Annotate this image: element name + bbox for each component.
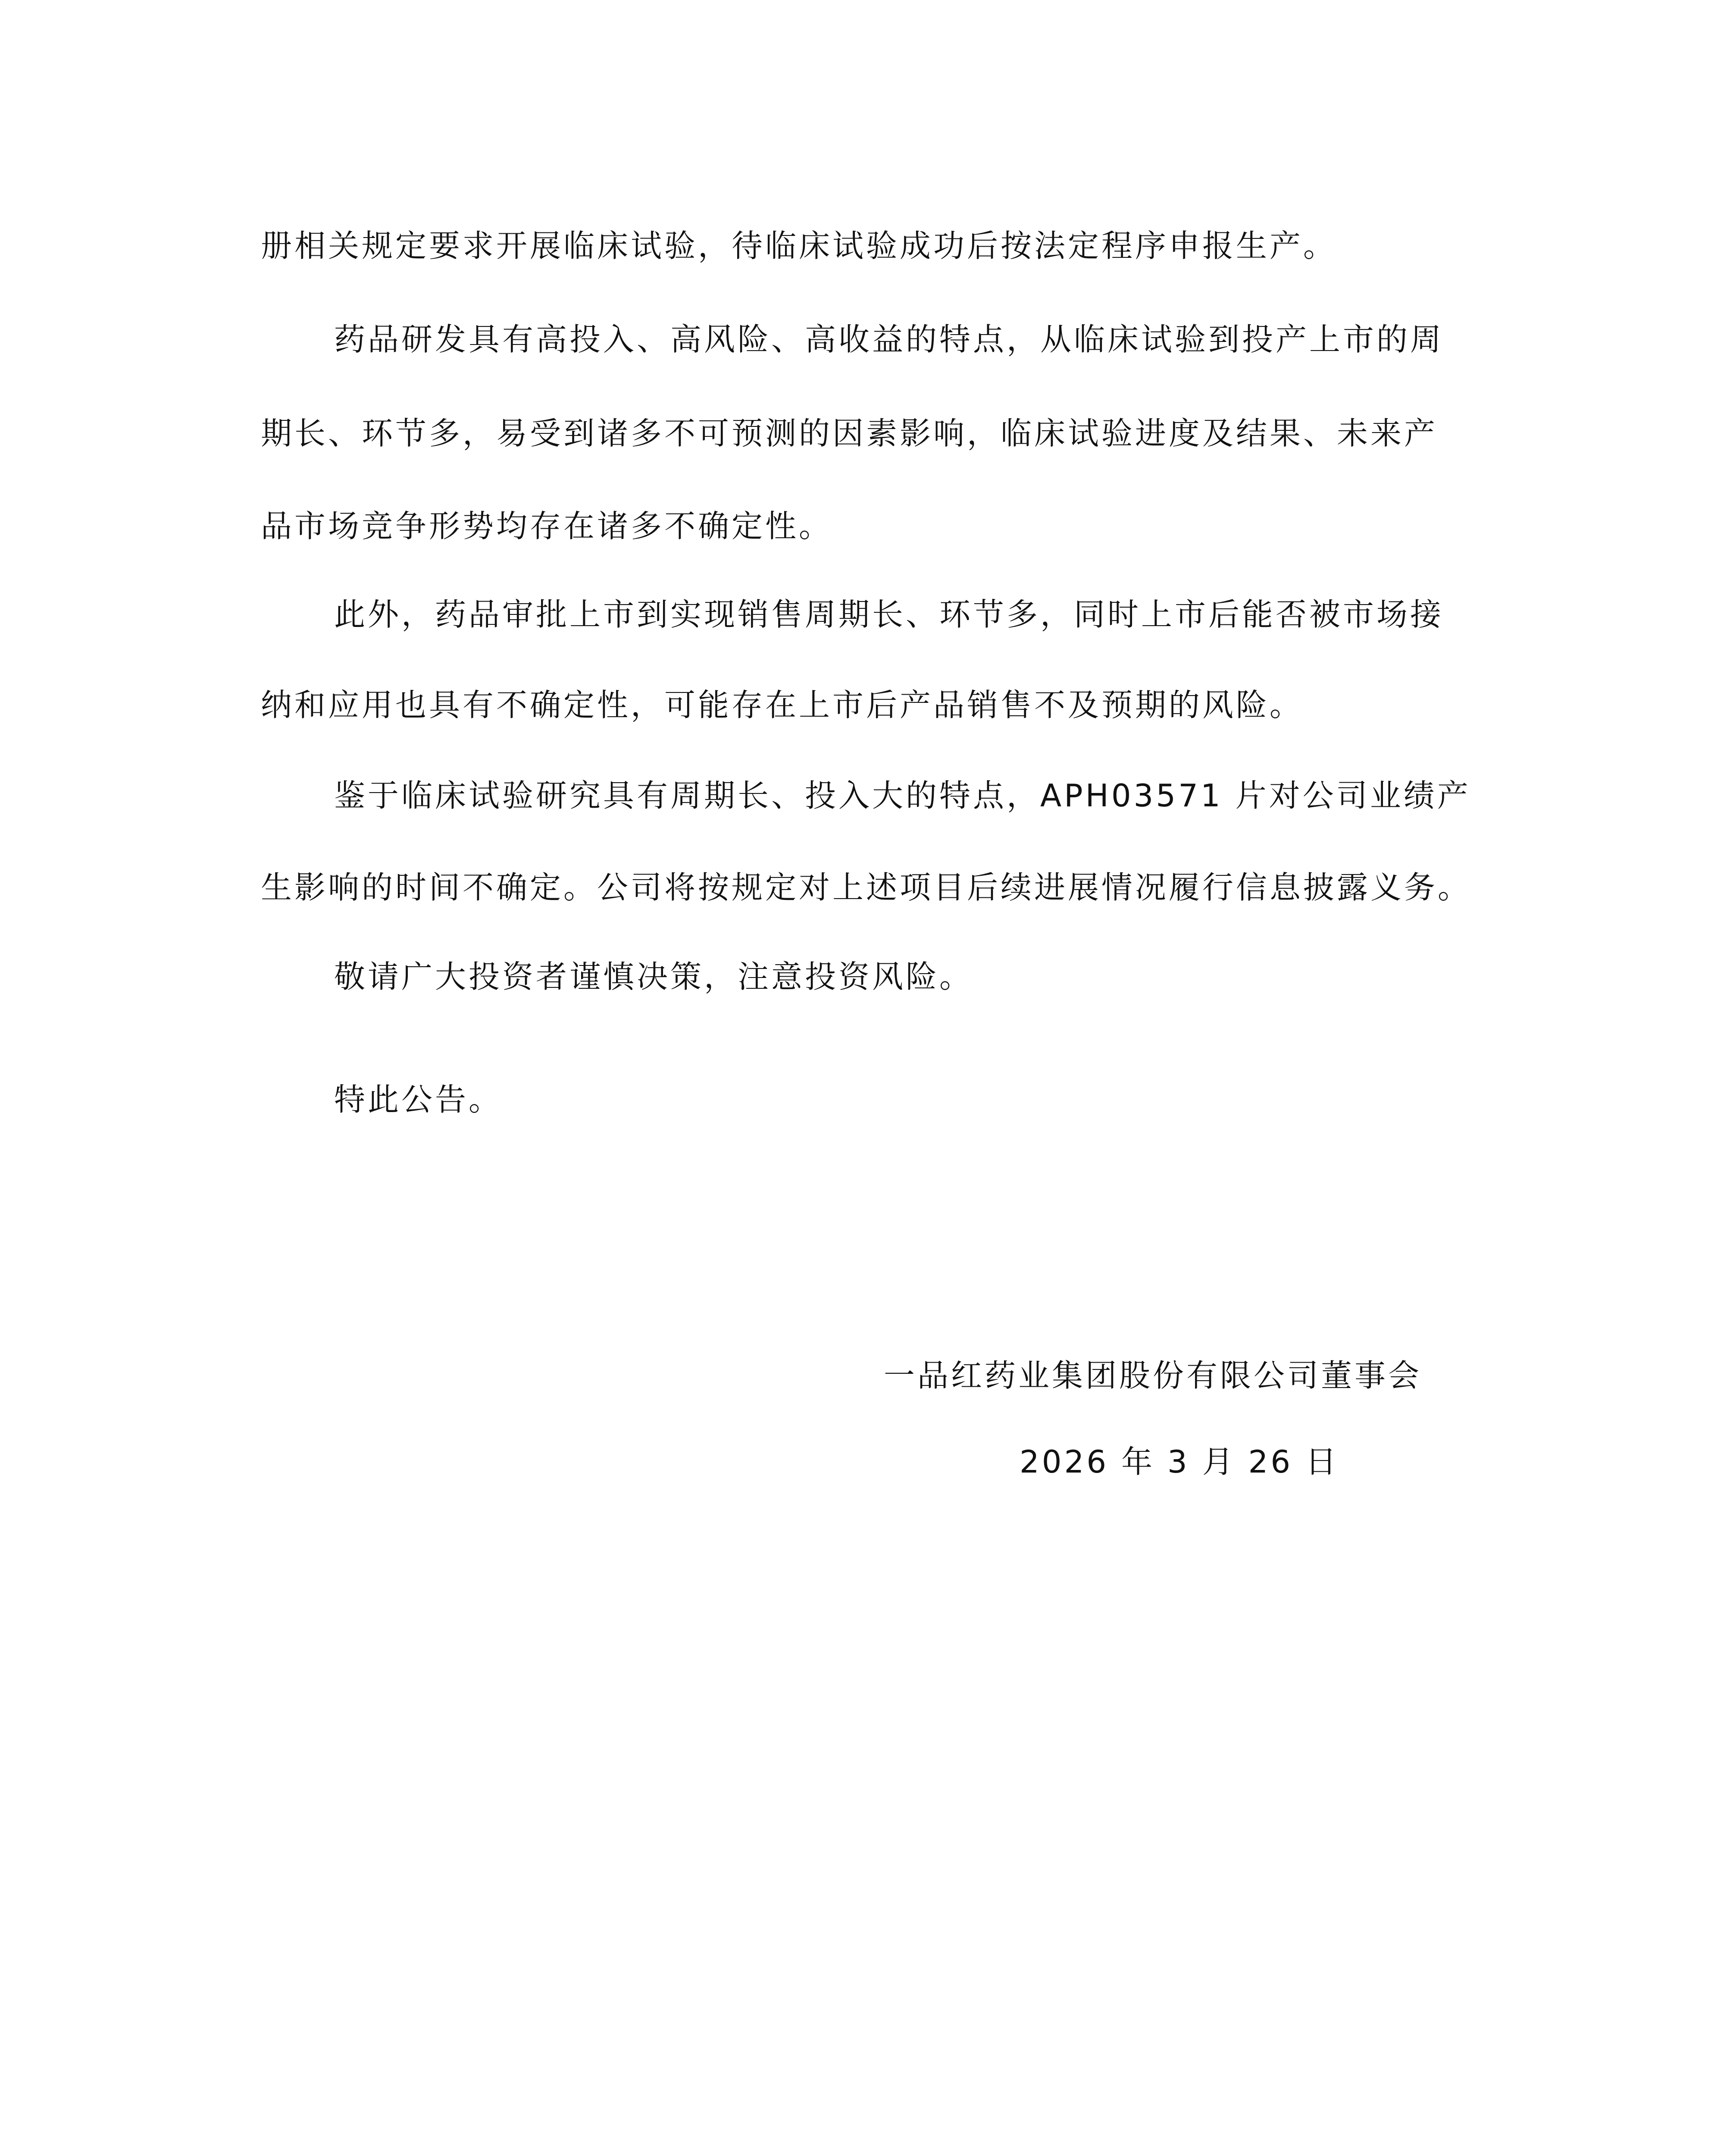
paragraph-line-6: 纳和应用也具有不确定性，可能存在上市后产品销售不及预期的风险。 <box>261 687 1304 723</box>
company-signature: 一品红药业集团股份有限公司董事会 <box>884 1357 1422 1394</box>
paragraph-line-1: 册相关规定要求开展临床试验，待临床试验成功后按法定程序申报生产。 <box>261 228 1337 264</box>
announcement-date: 2026 年 3 月 26 日 <box>1020 1444 1339 1480</box>
paragraph-line-5: 此外，药品审批上市到实现销售周期长、环节多，同时上市后能否被市场接 <box>334 596 1444 633</box>
paragraph-line-7: 鉴于临床试验研究具有周期长、投入大的特点，APH03571 片对公司业绩产 <box>334 777 1471 814</box>
paragraph-line-9: 敬请广大投资者谨慎决策，注意投资风险。 <box>334 959 973 995</box>
closing-line: 特此公告。 <box>334 1081 503 1118</box>
paragraph-line-2: 药品研发具有高投入、高风险、高收益的特点，从临床试验到投产上市的周 <box>334 321 1444 357</box>
paragraph-line-8: 生影响的时间不确定。公司将按规定对上述项目后续进展情况履行信息披露义务。 <box>261 869 1472 906</box>
paragraph-line-4: 品市场竞争形势均存在诸多不确定性。 <box>261 508 833 544</box>
paragraph-line-3: 期长、环节多，易受到诸多不可预测的因素影响，临床试验进度及结果、未来产 <box>261 415 1438 451</box>
